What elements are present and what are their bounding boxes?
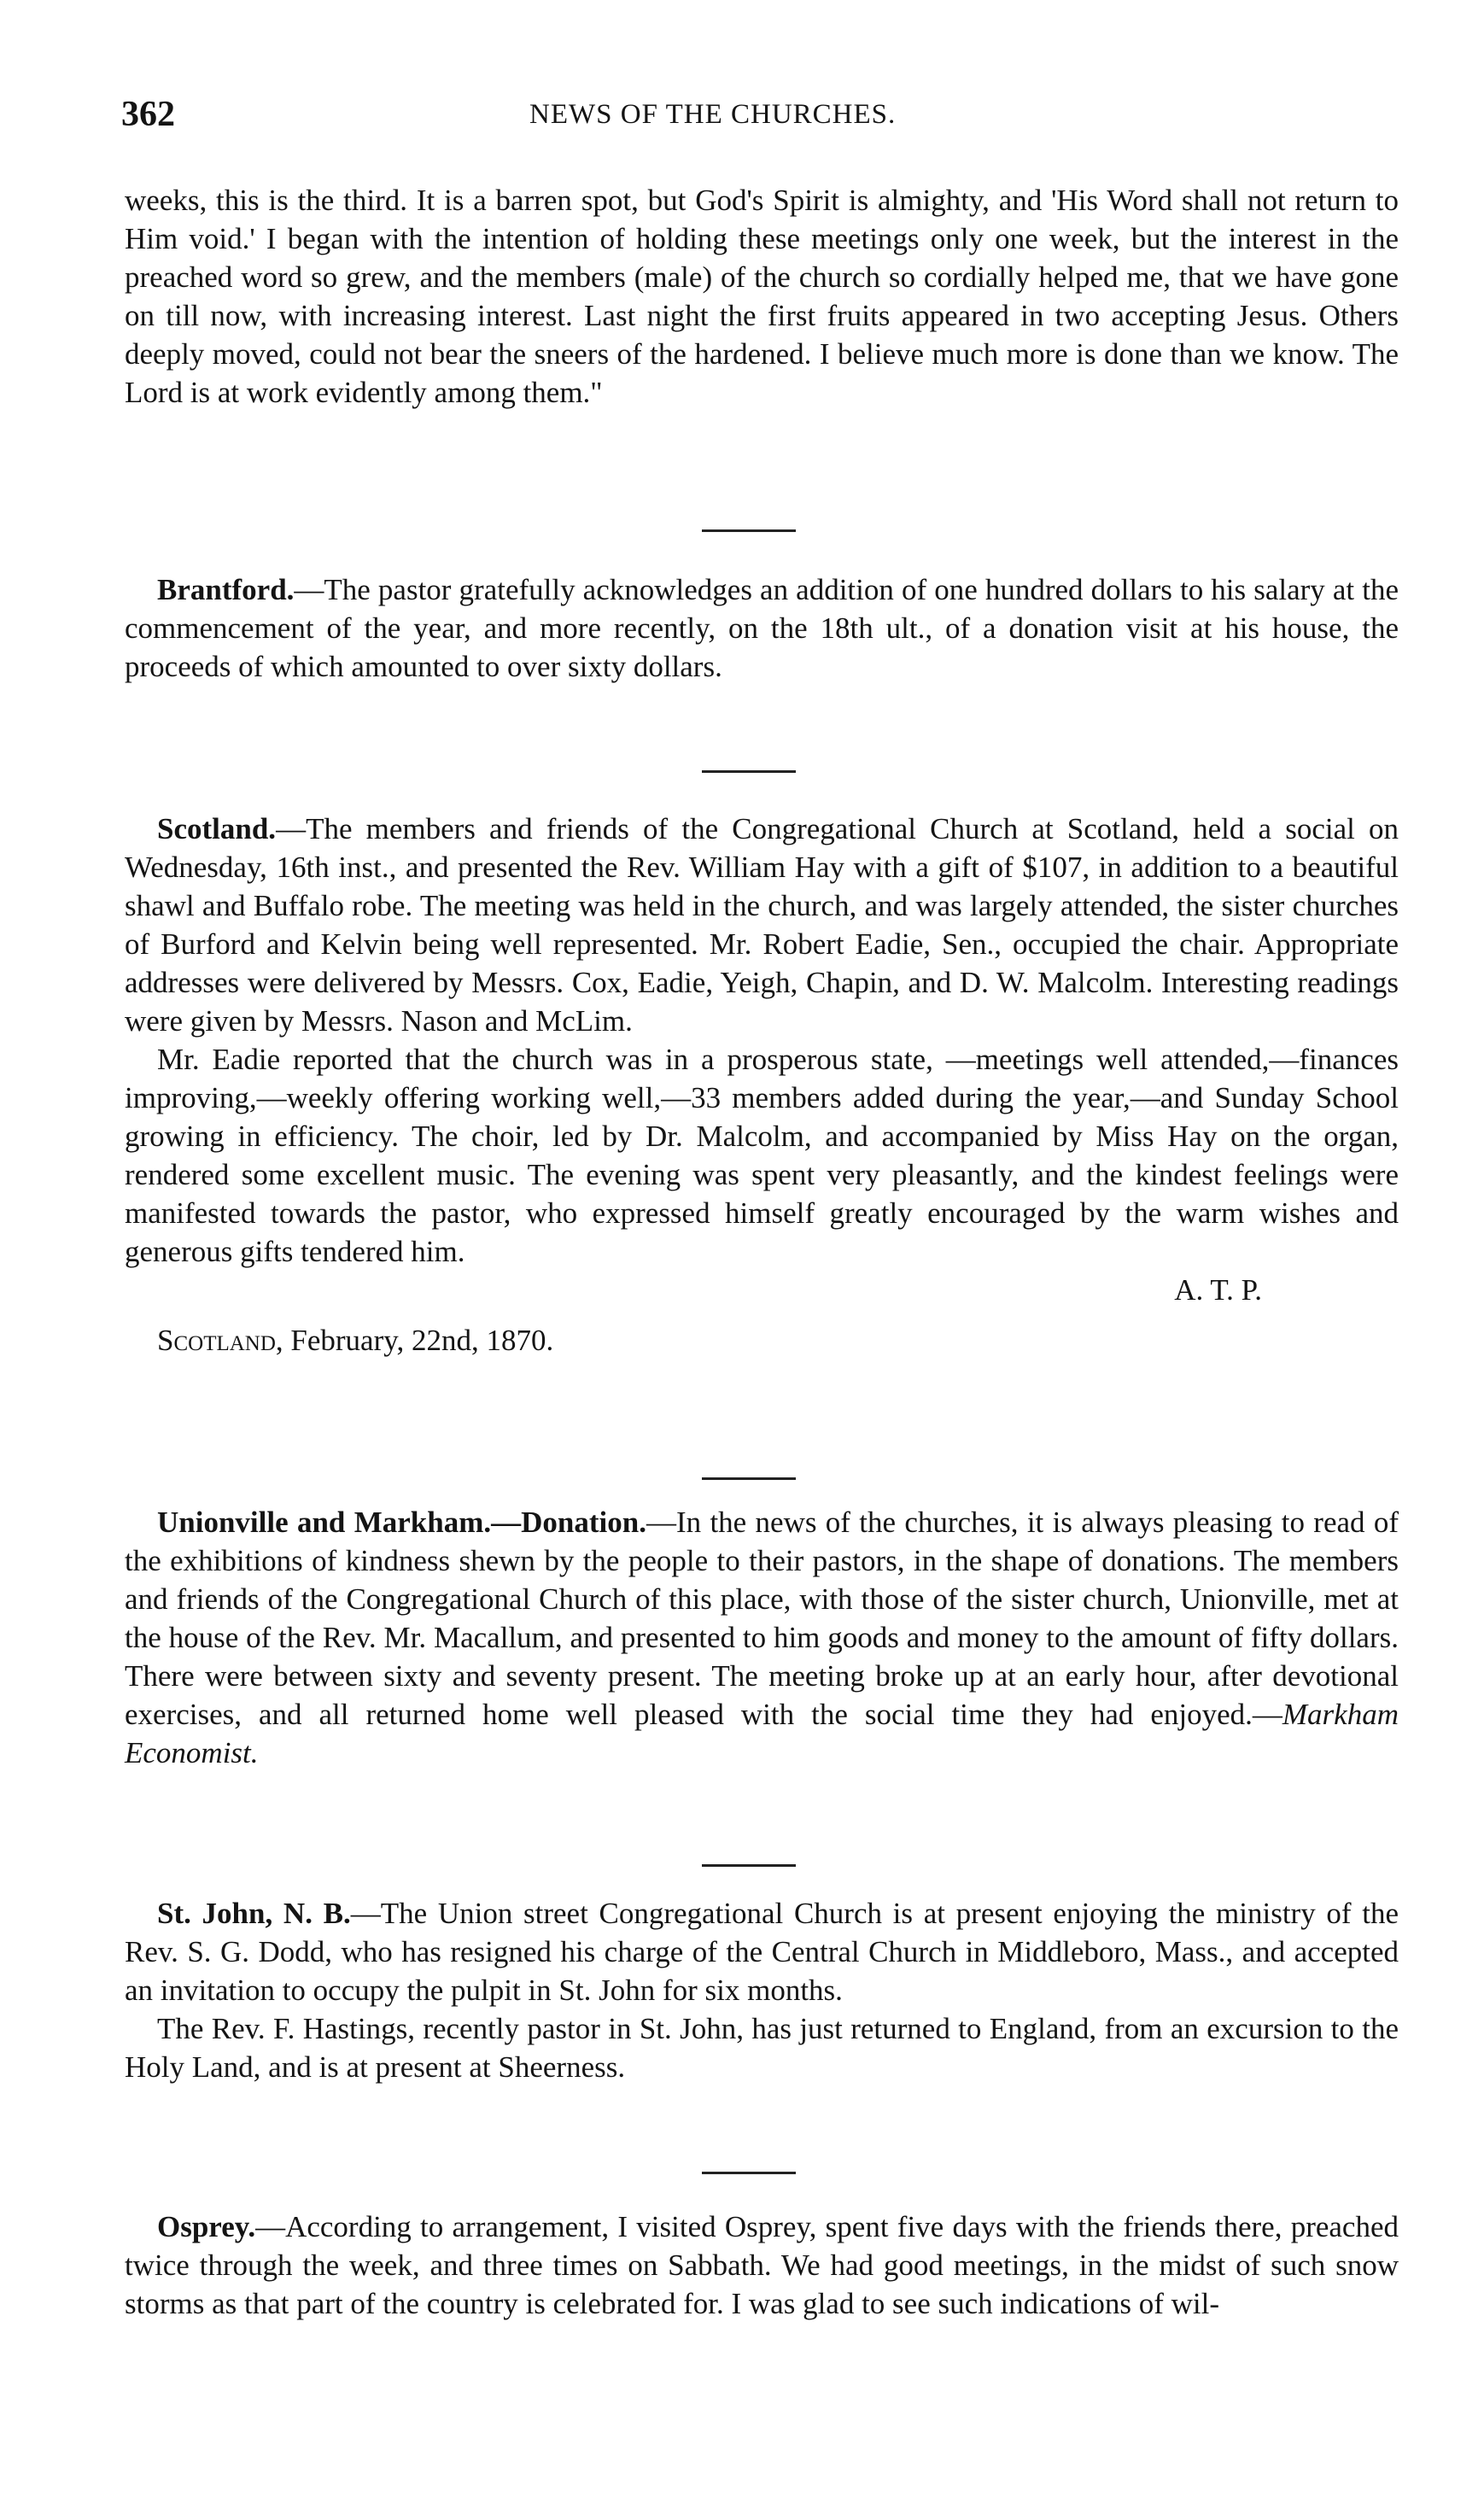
stjohn-section — [125, 1894, 1399, 2086]
intro-section — [125, 181, 1399, 412]
unionville-heading: Unionville and Markham.—Donation. — [157, 1506, 646, 1539]
section-divider — [702, 1864, 796, 1867]
intro-paragraph: weeks, this is the third. It is a barren spot, but God's Spirit is almighty, and 'His Word shall not return to Him void.' I began with the intention of holding these meetings only one week, but the interest in the preached word so grew, and the members (male) of the church so cordially helped me, that we have gone on till now, with increasing interest. Last night the first fruits appeared in two accepting Jesus. Others deeply moved, could not bear the sneers of the hardened. I believe much more is done than we know. The Lord is at work evidently among them." — [125, 184, 1399, 409]
unionville-text: —In the news of the churches, it is always pleasing to read of the exhibitions of kindness shewn by the people to their pastors, in the shape of donations. The members and friends of the Congregational Church of this place, with those of the sister church, Unionville, met at the house of the Rev. Mr. Macallum, and presented to him goods and money to the amount of fifty dollars. There were between sixty and seventy present. The meeting broke up at an early hour, after devotional exercises, and all returned home well pleased with the social time they had enjoyed.— — [125, 1506, 1399, 1731]
section-divider — [702, 770, 796, 773]
brantford-text: —The pastor gratefully acknowledges an addition of one hundred dollars to his salary at the commencement of the year, and more recently, on the 18th ult., of a donation visit at his house, the proceeds of which amounted to over sixty dollars. — [125, 573, 1399, 683]
stjohn-paragraph — [125, 1894, 1399, 2009]
brantford-paragraph — [125, 570, 1399, 686]
brantford-section — [125, 570, 1399, 686]
osprey-heading: Osprey. — [157, 2210, 256, 2243]
dateline-date: February, 22nd, 1870. — [283, 1324, 554, 1357]
dateline-place: Scotland, — [157, 1324, 283, 1357]
osprey-section — [125, 2208, 1399, 2323]
scotland-paragraph — [125, 810, 1399, 1040]
unionville-section — [125, 1503, 1399, 1772]
unionville-paragraph — [125, 1503, 1399, 1772]
section-divider — [702, 529, 796, 532]
page-number: 362 — [121, 95, 175, 134]
stjohn-text: —The Union street Congregational Church is at present enjoying the ministry of the Rev. S. G. Dodd, who has resigned his charge of the Central Church in Middleboro, Mass., and accepted an invitation to occupy the pulpit in St. John for six months. — [125, 1897, 1399, 2007]
stjohn-paragraph-2: The Rev. F. Hastings, recently pastor in St. John, has just returned to England, from an excursion to the Holy Land, and is at present at Sheerness. — [125, 2012, 1399, 2084]
brantford-heading: Brantford. — [157, 573, 295, 606]
running-head: NEWS OF THE CHURCHES. — [529, 99, 897, 130]
stjohn-heading: St. John, N. B. — [157, 1897, 351, 1930]
signature: A. T. P. — [1174, 1273, 1262, 1307]
scotland-text: —The members and friends of the Congregational Church at Scotland, held a social on Wednesday, 16th inst., and presented the Rev. William Hay with a gift of $107, in addition to a beautiful shawl and Buffalo robe. The meeting was held in the church, and was largely attended, the sister churches of Burford and Kelvin being well represented. Mr. Robert Eadie, Sen., occupied the chair. Appropriate addresses were delivered by Messrs. Cox, Eadie, Yeigh, Chapin, and D. W. Malcolm. Interesting readings were given by Messrs. Nason and McLim. — [125, 812, 1399, 1038]
scotland-section — [125, 810, 1399, 1360]
osprey-text: —According to arrangement, I visited Osprey, spent five days with the friends there, preached twice through the week, and three times on Sabbath. We had good meetings, in the midst of such snow storms as that part of the country is celebrated for. I was glad to see such indications of wil- — [125, 2210, 1399, 2320]
section-divider — [702, 1477, 796, 1480]
dateline — [157, 1321, 1399, 1360]
scotland-paragraph-2: Mr. Eadie reported that the church was in a prosperous state, —meetings well attended,—finances improving,—weekly offering working well,—33 members added during the year,—and Sunday School growing in efficiency. The choir, led by Dr. Malcolm, and accompanied by Miss Hay on the organ, rendered some excellent music. The evening was spent very pleasantly, and the kindest feelings were manifested towards the pastor, who expressed himself greatly encouraged by the warm wishes and generous gifts tendered him. — [125, 1043, 1399, 1268]
osprey-paragraph — [125, 2208, 1399, 2323]
scotland-heading: Scotland. — [157, 812, 277, 845]
section-divider — [702, 2172, 796, 2174]
unionville-source: Markham Economist. — [125, 1698, 1399, 1769]
